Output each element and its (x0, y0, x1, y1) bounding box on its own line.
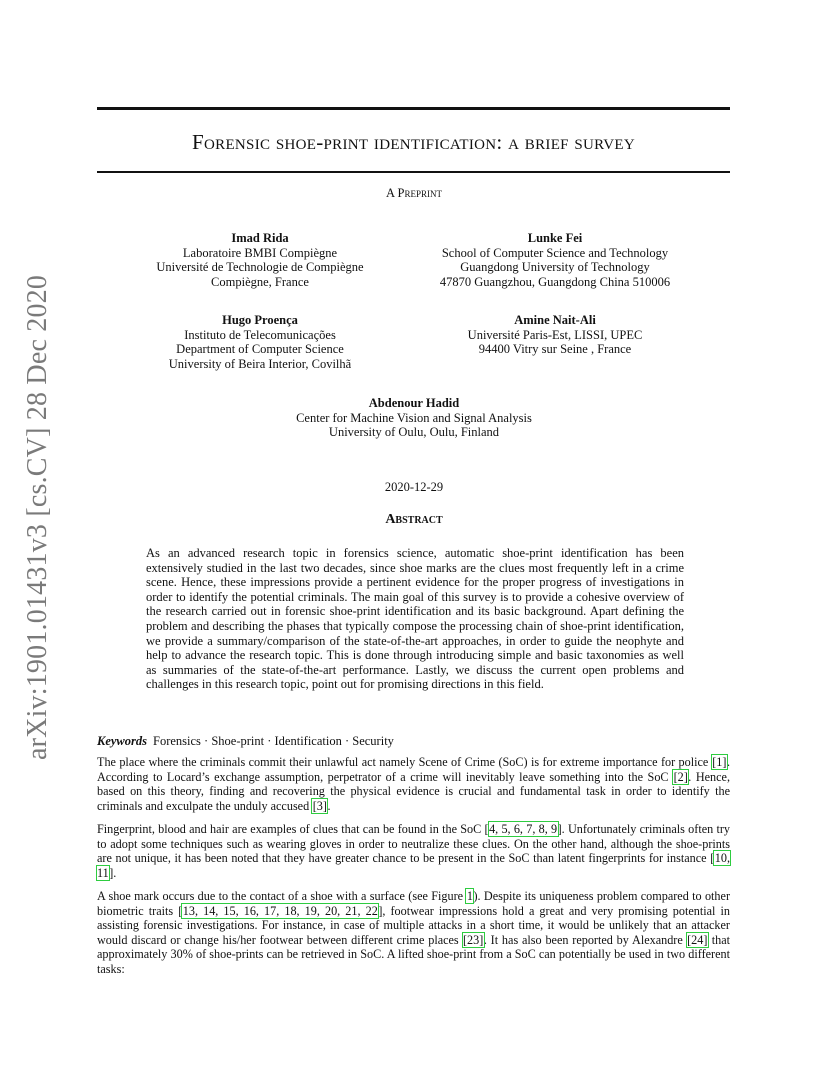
author-affiliation-line: Center for Machine Vision and Signal Analysis (296, 410, 532, 425)
paper-title: Forensic shoe-print identification: a brief survey (192, 130, 635, 154)
author-name: Amine Nait-Ali (514, 313, 596, 327)
figure-reference-link[interactable]: 1 (466, 889, 473, 903)
author-affiliation-line: Université de Technologie de Compiègne (156, 260, 364, 275)
author-affiliation-line: 47870 Guangzhou, Guangdong China 510006 (439, 275, 671, 290)
paper-date: 2020-12-29 (384, 480, 444, 494)
paragraph-text: ]. (109, 865, 117, 880)
citation-link[interactable]: [23] (463, 932, 484, 947)
abstract-text: As an advanced research topic in forensics science, automatic shoe-print identification has been extensively studied in the last two decades, since shoe marks are the clues most frequently left in a crime scene. Hence, these impressions provide a pertinent evidence for the proper progress of investigations in order to identify the potential criminals. The main goal of this survey is to provide a cohesive overview of the research carried out in forensic shoe-print identification and its basic background. Apart defining the problem and describing the phases that typically compose the processing chain of shoe-print identification, we provide a summary/comparison of the state-of-the-art approaches, in order to guide the neophyte and help to advance the research topic. This is done through introducing simple and basic taxonomies as well as summaries of the state-of-the-art performance. Lastly, we discuss the current open problems and challenges in this research topic, point out for promising directions in this field. (146, 546, 684, 692)
citation-link[interactable]: 13, 14, 15, 16, 17, 18, 19, 20, 21, 22 (182, 903, 378, 918)
author-block (214, 396, 614, 440)
title-rule-top (97, 107, 730, 110)
paragraph-text: . (327, 798, 331, 813)
paragraph-text: Fingerprint, blood and hair are examples of clues that can be found in the SoC [ (97, 822, 489, 836)
arxiv-identifier-stamp: arXiv:1901.01431v3 [cs.CV] 28 Dec 2020 (22, 274, 53, 760)
author-affiliation-line: Instituto de Telecomunicações (184, 327, 336, 342)
body-paragraph (97, 889, 730, 977)
paragraph-text: that approximately 30% of shoe-prints can be retrieved in SoC. A lifted shoe-print from a SoC can potentially be used in two different tasks: (97, 932, 730, 976)
author-affiliation-line: Université Paris-Est, LISSI, UPEC (467, 327, 643, 342)
paragraph-text: ). Despite its uniqueness problem compared to other biometric traits [ (97, 889, 730, 918)
author-affiliation-line: Compiègne, France (211, 275, 309, 290)
keywords-text: Forensics · Shoe-print · Identification · Security (153, 734, 394, 748)
paragraph-text: A shoe mark occurs due to the contact of a shoe with a surface (see Figure (97, 889, 467, 903)
author-block (420, 231, 690, 290)
paragraph-text: . According to Locard’s exchange assumption, perpetrator of a crime will inevitably leave something into the SoC (97, 755, 730, 784)
author-affiliation-line: 94400 Vitry sur Seine , France (478, 342, 632, 357)
citation-link[interactable]: 10, 11 (97, 851, 730, 880)
keywords-label: Keywords (97, 734, 147, 748)
author-affiliation-line: Department of Computer Science (176, 342, 344, 357)
citation-link[interactable]: [24] (687, 932, 708, 947)
citation-link[interactable]: [2] (673, 769, 688, 784)
author-affiliation-line: University of Beira Interior, Covilhã (168, 357, 352, 372)
citation-link[interactable]: 4, 5, 6, 7, 8, 9 (489, 822, 558, 836)
author-name: Hugo Proença (222, 313, 298, 327)
keywords-line (97, 734, 730, 749)
paragraph-text: . Hence, based on this theory, finding and recovering the physical evidence is crucial and fundamental task in order to identify the criminals and exculpate the unduly accused (97, 769, 731, 813)
body-paragraph (97, 755, 730, 813)
paragraph-text: . It has also been reported by Alexandre (483, 932, 687, 947)
paragraph-text: ], footwear impressions hold a great and very promising potential in assisting forensic investigations. For instance, in case of multiple attacks in a short time, it would be unlikely that an attacker would discard or change his/her footwear between different crime places (97, 903, 730, 947)
author-affiliation-line: University of Oulu, Oulu, Finland (328, 425, 500, 440)
author-name: Imad Rida (231, 231, 289, 245)
paragraph-text: ]. Unfortunately criminals often try to adopt some techniques such as wearing gloves in order to neutralize these clues. On the other hand, although the shoe-prints are not unique, it has been noted that they have greater chance to be present in the SoC than latent fingerprints for instance [ (97, 822, 731, 866)
title-rule-bottom (97, 171, 730, 173)
author-name: Lunke Fei (527, 231, 583, 245)
body-paragraph (97, 822, 730, 880)
author-block (420, 313, 690, 357)
citation-link[interactable]: [3] (312, 798, 327, 813)
author-block (130, 313, 390, 372)
author-block (130, 231, 390, 290)
author-affiliation-line: Laboratoire BMBI Compiègne (182, 245, 338, 260)
paragraph-text: The place where the criminals commit their unlawful act namely Scene of Crime (SoC) is for extreme importance for police (97, 755, 712, 769)
citation-link[interactable]: [1] (712, 755, 727, 769)
author-affiliation-line: Guangdong University of Technology (460, 260, 650, 275)
author-affiliation-line: School of Computer Science and Technology (441, 245, 669, 260)
author-name: Abdenour Hadid (368, 396, 460, 410)
preprint-label: A Preprint (386, 186, 442, 200)
abstract-heading: Abstract (385, 512, 443, 527)
